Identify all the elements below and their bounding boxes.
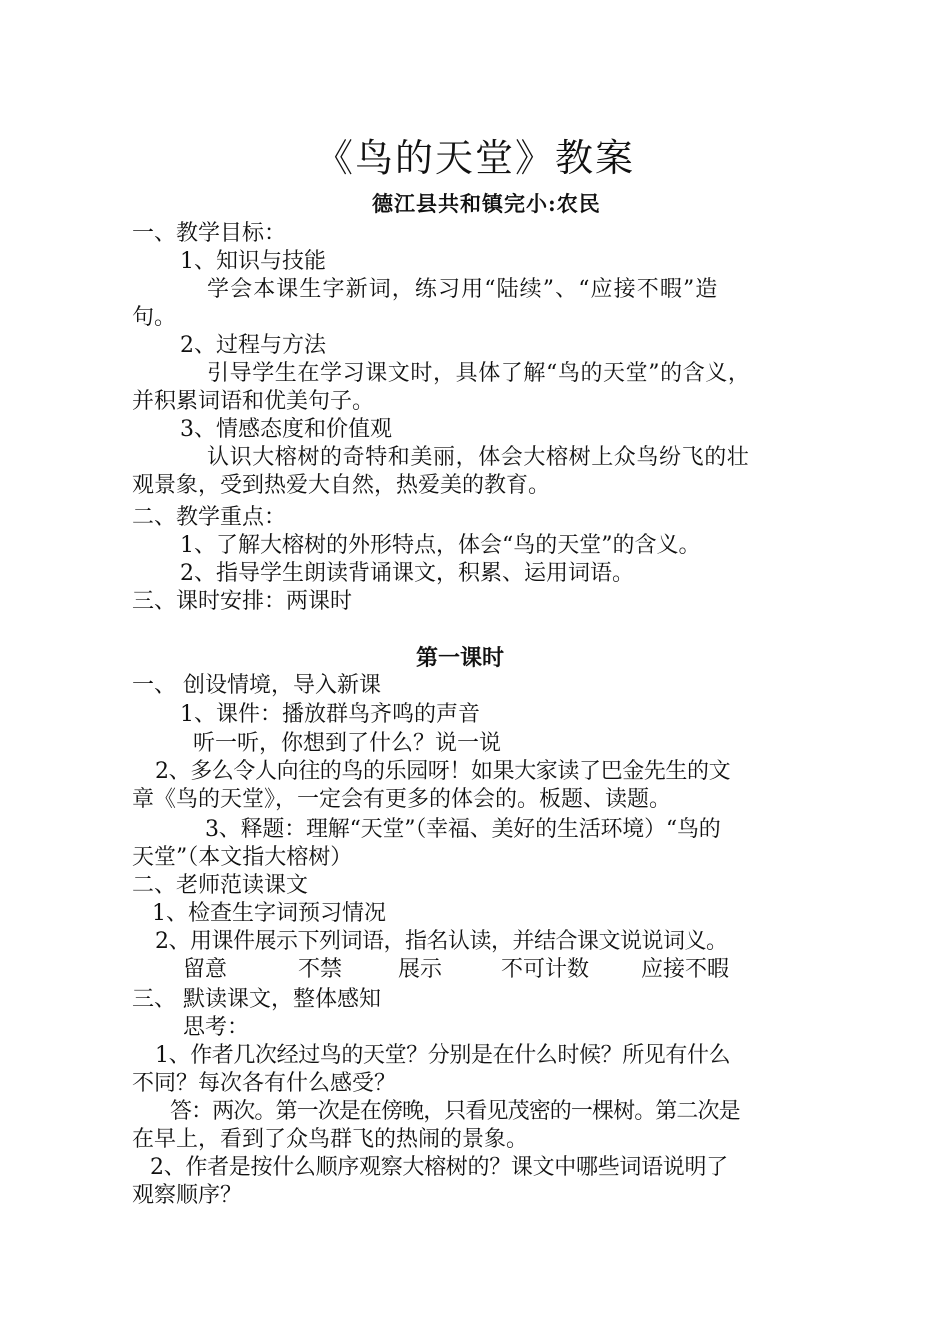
step-2-item-2: 2、用课件展示下列词语，指名认读，并结合课文说说词义。	[155, 929, 728, 954]
vocab-word: 留意	[183, 957, 228, 982]
goal-2-text-cont: 并积累词语和优美句子。	[132, 389, 375, 414]
goal-3-title: 3、情感态度和价值观	[180, 417, 392, 442]
question-2: 2、作者是按什么顺序观察大榕树的？课文中哪些词语说明了	[150, 1155, 728, 1180]
heading-goals: 一、教学目标：	[132, 221, 287, 246]
goal-1-text-cont: 句。	[132, 305, 177, 330]
answer-1-cont: 在早上，看到了众鸟群飞的热闹的景象。	[132, 1127, 529, 1152]
key-point-1: 1、了解大榕树的外形特点，体会“鸟的天堂”的含义。	[180, 533, 701, 558]
step-1-item-1: 1、课件：播放群鸟齐鸣的声音	[180, 702, 480, 727]
goal-2-title: 2、过程与方法	[180, 333, 326, 358]
answer-1: 答：两次。第一次是在傍晚，只看见茂密的一棵树。第二次是	[170, 1099, 740, 1124]
step-3-heading: 三、 默读课文，整体感知	[132, 987, 381, 1012]
key-point-2: 2、指导学生朗读背诵课文，积累、运用词语。	[180, 561, 634, 586]
heading-key-points: 二、教学重点：	[132, 505, 287, 530]
step-1-item-3: 3、释题：理解“天堂”（幸福、美好的生活环境）“鸟的	[205, 817, 721, 842]
vocab-word: 不可计数	[501, 957, 590, 982]
step-1-item-2-cont: 章《鸟的天堂》，一定会有更多的体会的。板题、读题。	[132, 787, 672, 812]
author-line: 德江县共和镇完小:农民	[372, 191, 601, 216]
question-1-cont: 不同？每次各有什么感受？	[132, 1071, 397, 1096]
goal-3-text: 认识大榕树的奇特和美丽，体会大榕树上众鸟纷飞的壮	[207, 445, 750, 470]
goal-1-title: 1、知识与技能	[180, 249, 326, 274]
section-heading: 第一课时	[415, 645, 504, 671]
step-1-item-2: 2、多么令人向往的鸟的乐园呀！如果大家读了巴金先生的文	[155, 759, 731, 784]
step-2-heading: 二、老师范读课文	[132, 873, 309, 898]
heading-schedule: 三、课时安排：两课时	[132, 589, 353, 614]
document-title: 《鸟的天堂》教案	[314, 136, 635, 180]
step-1-item-1-text: 听一听，你想到了什么？说一说	[193, 731, 502, 756]
vocab-word: 展示	[398, 957, 443, 982]
goal-3-text-cont: 观景象，受到热爱大自然，热爱美的教育。	[132, 473, 551, 498]
question-1: 1、作者几次经过鸟的天堂？分别是在什么时候？所见有什么	[155, 1043, 731, 1068]
goal-1-text: 学会本课生字新词，练习用“陆续”、“应接不暇”造	[207, 277, 719, 302]
step-2-item-1: 1、检查生字词预习情况	[152, 901, 386, 926]
question-2-cont: 观察顺序？	[132, 1183, 243, 1208]
step-1-heading: 一、 创设情境，导入新课	[132, 673, 381, 698]
goal-2-text: 引导学生在学习课文时，具体了解“鸟的天堂”的含义，	[207, 361, 751, 386]
think-label: 思考：	[183, 1015, 250, 1040]
step-1-item-3-cont: 天堂”（本文指大榕树）	[132, 845, 353, 870]
vocab-word: 不禁	[298, 957, 343, 982]
vocab-word: 应接不暇	[641, 957, 730, 982]
